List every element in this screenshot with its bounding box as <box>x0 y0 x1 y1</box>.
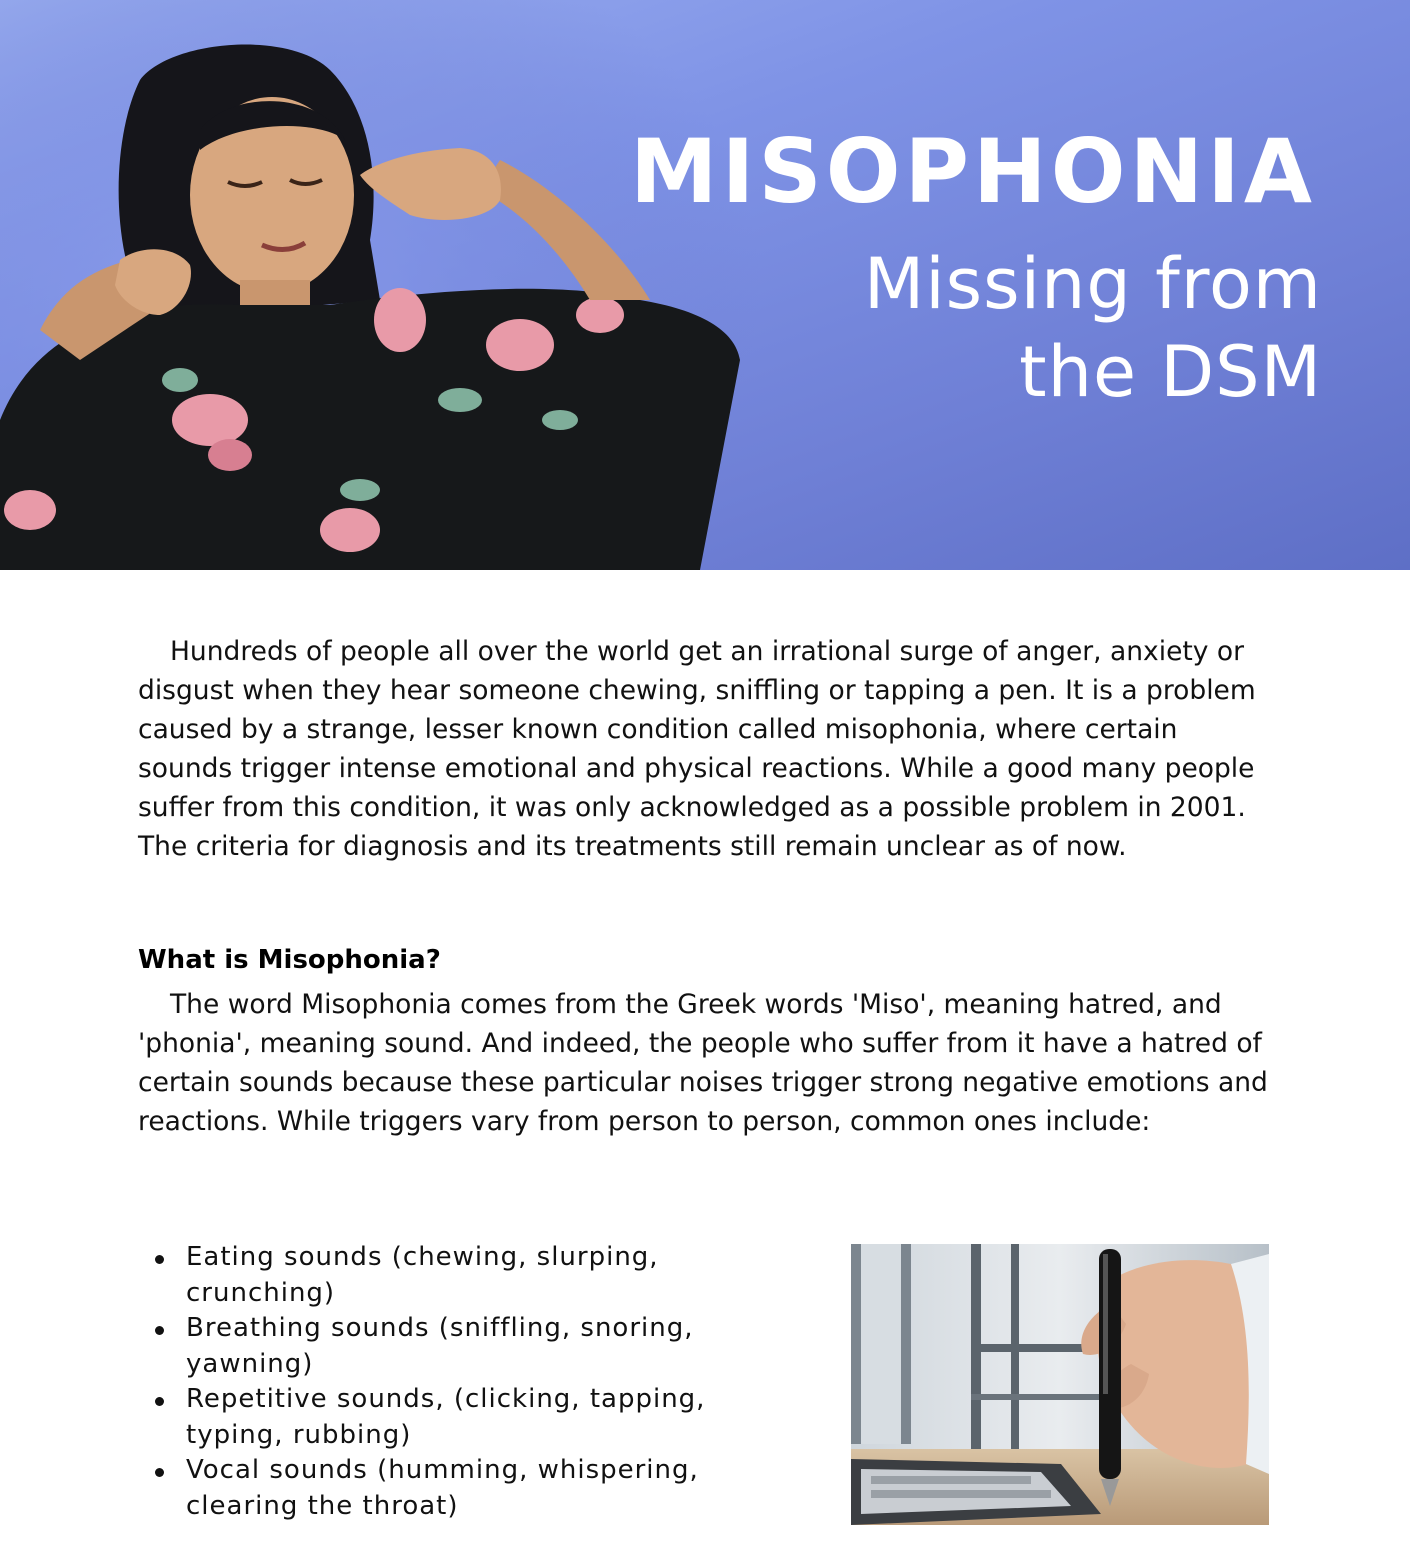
woman-covering-ears-photo <box>0 0 760 570</box>
list-item: Repetitive sounds, (clicking, tapping, typing, rubbing) <box>150 1382 790 1453</box>
list-item: Breathing sounds (sniffling, snoring, yawning) <box>150 1311 790 1382</box>
hand-clicking-pen-photo <box>851 1244 1269 1525</box>
bullet-icon <box>155 1397 164 1406</box>
intro-paragraph <box>138 632 1278 866</box>
pen-photo <box>851 1244 1269 1525</box>
section-text: The word Misophonia comes from the Greek words 'Miso', meaning hatred, and 'phonia', meaning sound. And indeed, the people who suffer from it have a hatred of certain sounds because these particular noises trigger strong negative emotions and reactions. While triggers vary from person to person, common ones include: <box>138 989 1268 1137</box>
list-item: Vocal sounds (humming, whispering, clearing the throat) <box>150 1453 790 1524</box>
bullet-icon <box>155 1468 164 1477</box>
triggers-list <box>150 1240 790 1524</box>
bullet-icon <box>155 1255 164 1264</box>
hero-banner <box>0 0 1410 570</box>
list-item: Eating sounds (chewing, slurping, crunching) <box>150 1240 790 1311</box>
hero-subtitle <box>864 240 1322 416</box>
hero-subtitle-line-2: the DSM <box>1019 331 1322 413</box>
section-heading: What is Misophonia? <box>138 945 441 975</box>
intro-text: Hundreds of people all over the world get an irrational surge of anger, anxiety or disgust when they hear someone chewing, sniffling or tapping a pen. It is a problem caused by a strange, lesser known condition called misophonia, where certain sounds trigger intense emotional and physical reactions. While a good many people suffer from this condition, it was only acknowledged as a possible problem in 2001. The criteria for diagnosis and its treatments still remain unclear as of now. <box>138 636 1256 862</box>
hero-subtitle-line-1: Missing from <box>863 243 1322 325</box>
bullet-icon <box>155 1326 164 1335</box>
hero-title: MISOPHONIA <box>630 120 1316 223</box>
section-paragraph <box>138 985 1278 1141</box>
